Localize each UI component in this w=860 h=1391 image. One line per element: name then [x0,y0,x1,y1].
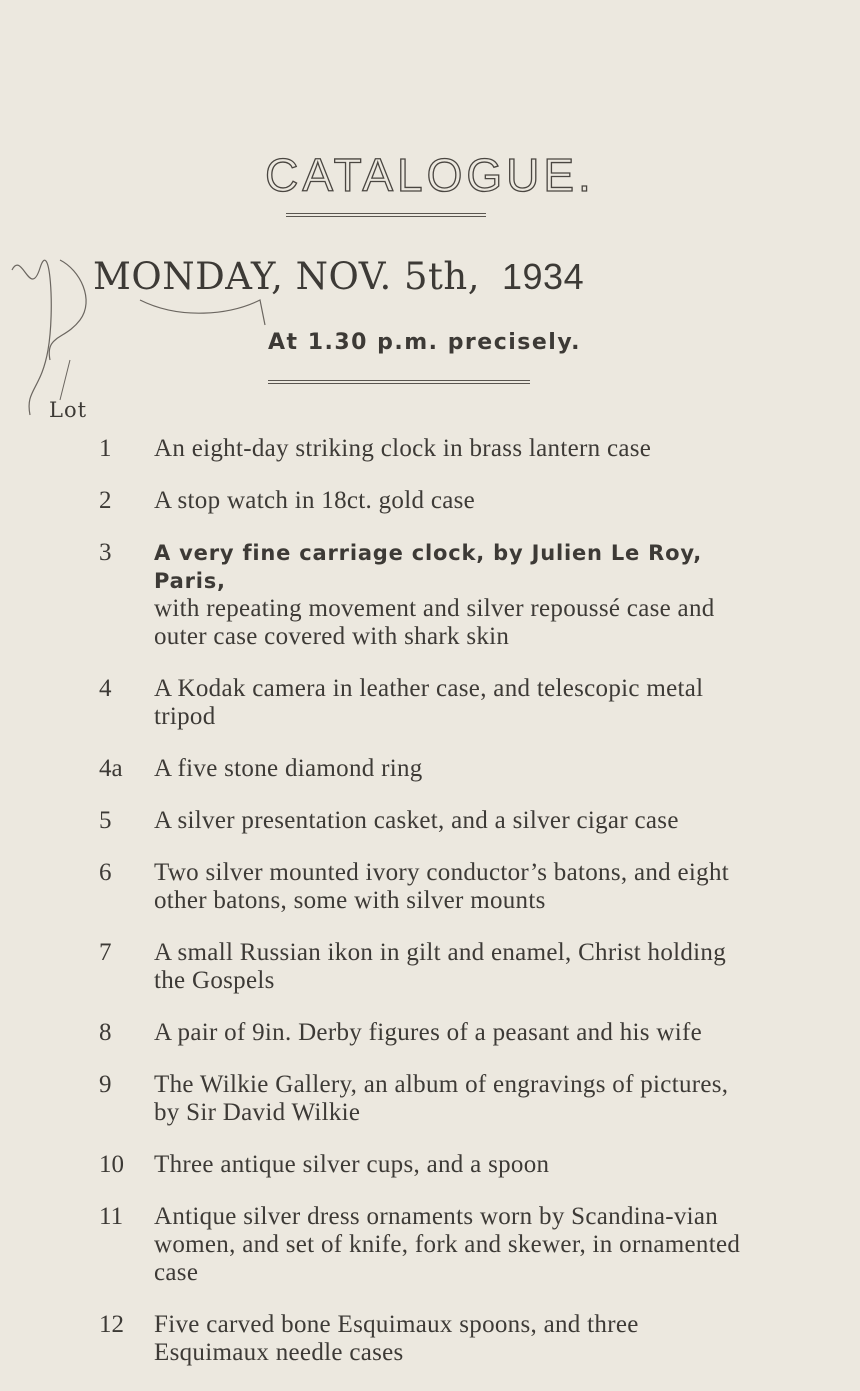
lot-description: A stop watch in 18ct. gold case [154,487,476,514]
lot-description-highlight: A very fine carriage clock, by Julien Le Roy, Paris, [154,541,703,593]
lot-item [0,1071,800,1127]
lot-description: An eight-day striking clock in brass lantern case [154,435,652,462]
lot-number: 2 [99,487,112,514]
lot-item [0,487,800,515]
lot-number: 11 [99,1203,124,1230]
lot-description: A silver presentation casket, and a silver cigar case [154,807,679,834]
lot-description: A pair of 9in. Derby figures of a peasant and his wife [154,1019,702,1046]
lot-description: Antique silver dress ornaments worn by Scandina-vian women, and set of knife, fork and skewer, in ornamented case [154,1203,741,1286]
lot-item [0,1151,800,1179]
lot-item [0,1203,800,1287]
lot-description: A five stone diamond ring [154,755,423,782]
time-rule [268,380,530,384]
lot-description: A small Russian ikon in gilt and enamel, Christ holding the Gospels [154,939,727,994]
lot-number: 10 [99,1151,124,1178]
lot-number: 6 [99,859,112,886]
lot-number: 5 [99,807,112,834]
lot-column-header: Lot [49,398,88,422]
lot-number: 7 [99,939,112,966]
lot-description: Five carved bone Esquimaux spoons, and three Esquimaux needle cases [154,1311,639,1366]
lot-item [0,1311,800,1367]
lot-number: 12 [99,1311,124,1338]
lot-item [0,755,800,783]
page-title: CATALOGUE. [265,149,595,201]
lot-list [0,435,800,1391]
lot-description-continued: with repeating movement and silver repoussé case and outer case covered with shark skin [154,595,715,650]
lot-item [0,807,800,835]
lot-number: 8 [99,1019,112,1046]
lot-description: Two silver mounted ivory conductor’s batons, and eight other batons, some with silver mounts [154,859,730,914]
lot-number: 3 [99,539,112,566]
lot-item [0,1019,800,1047]
lot-description: The Wilkie Gallery, an album of engravings of pictures, by Sir David Wilkie [154,1071,729,1126]
lot-item [0,859,800,915]
sale-date-text: MONDAY, NOV. 5th, [93,255,480,298]
lot-number: 1 [99,435,112,462]
sale-year: 1934 [502,256,585,297]
sale-time: At 1.30 p.m. precisely. [268,330,582,355]
lot-number: 4a [99,755,123,782]
lot-description: A Kodak camera in leather case, and telescopic metal tripod [154,675,704,730]
lot-item [0,675,800,731]
lot-item [0,435,800,463]
sale-date [93,255,584,298]
lot-number: 9 [99,1071,112,1098]
lot-item [0,539,800,651]
lot-description: Three antique silver cups, and a spoon [154,1151,550,1178]
lot-item [0,939,800,995]
title-rule [286,213,486,217]
lot-number: 4 [99,675,112,702]
